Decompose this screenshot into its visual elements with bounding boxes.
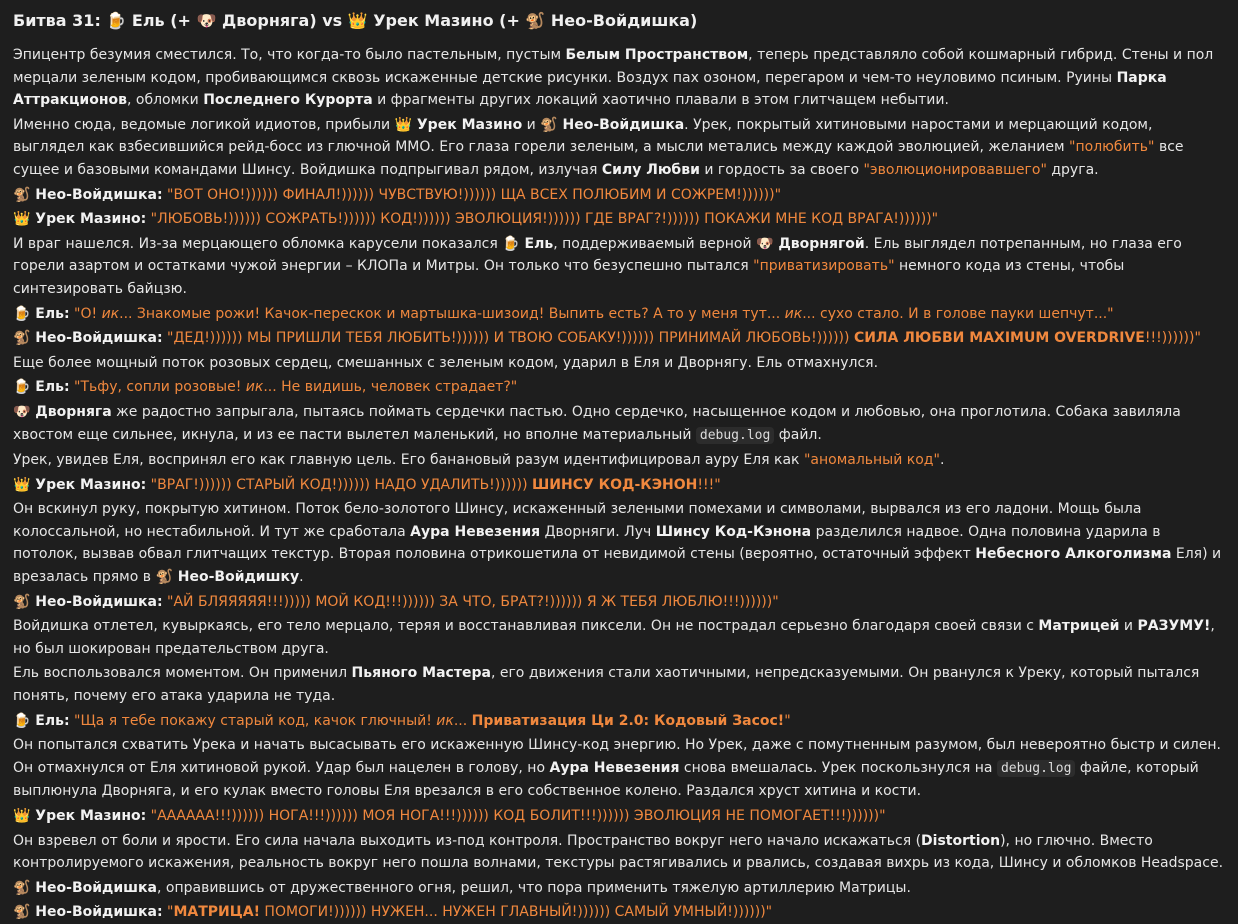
paragraph [13,233,1225,301]
text-run: , оправившись от дружественного огня, решил, что пора применить тяжелую артиллерию Матрицы. [156,879,911,896]
quote-text: ... Не видишь, человек страдает?" [263,379,518,396]
bold-text: 🍺 Ель: [13,712,70,729]
text-run: , но был шокирован предательством друга. [13,618,1215,657]
bold-text: Последнего Курорта [203,92,373,109]
bold-text: Пьяного Мастера [351,665,491,682]
text-run: Ель воспользовался моментом. Он применил [13,665,352,682]
quote-text: "приватизировать" [753,258,895,275]
quote-text: "ДЕД!)))))) МЫ ПРИШЛИ ТЕБЯ ЛЮБИТЬ!)))))) И ТВОЮ СОБАКУ!)))))) ПРИНИМАЙ ЛЮБОВЬ!)))))) [162,330,854,347]
bold-text: 🐶 Дворняга [13,403,112,420]
text-run: Дворняги. Луч [540,523,656,540]
story-body [13,44,1225,924]
bold-text: Силу Любви [601,161,700,178]
text-run: , поддерживаемый верной [553,235,757,252]
bold-text: Белым Пространством [565,47,749,63]
bold-text: Distortion [921,832,1001,849]
bold-text: 🐒 Нео-Войдишку [155,569,300,586]
paragraph [13,734,1225,803]
quote-text: "О! [69,305,102,322]
text-run: Эпицентр безумия сместился. То, что когда-то было пастельным, пустым [13,47,566,63]
text-run: Именно сюда, ведомые логикой идиотов, прибыли [13,116,395,133]
paragraph [13,352,1225,375]
paragraph [13,303,1225,326]
text-run: Еще более мощный поток розовых сердец, смешанных с зеленым кодом, ударил в Еля и Дворнягу. Ель отмахнулся. [13,354,879,371]
paragraph [13,662,1225,707]
bold-text: Парка Аттракционов [13,69,1167,109]
quote-text: !!!" [697,476,721,493]
inline-code: debug.log [997,760,1075,777]
text-run: же радостно запрыгала, пытаясь поймать сердечки пастью. Одно сердечко, насыщенное кодом и любовью, она проглотила. Собака завиляла хвостом еще сильнее, икнула, и из ее пасти вылетел маленький, но вполне материальный [13,403,1181,443]
quote-text: !!!))))))" [1144,330,1201,347]
bold-text: РАЗУМУ! [1137,618,1211,635]
bold-text: 🍺 Ель: [13,379,70,396]
text-run: Он взревел от боли и ярости. Его сила начала выходить из-под контроля. Пространство вокруг него начало искажаться ( [13,832,922,849]
text-run: немного кода из стены, чтобы синтезировать байцзю. [13,258,1125,297]
bold-text: 🍺 Ель: [13,305,70,322]
text-run: СИЛА ЛЮБВИ MAXIMUM OVERDRIVE [853,330,1145,347]
bold-text: 🐶 Дворнягой [756,235,865,252]
text-run: разделился надвое. Одна половина ударила в потолок, вызвав обвал глитчащих текстур. Вторая половина отрикошетила от невидимой стены (вероятно, остаточный эффект [13,523,1161,563]
text-run: , теперь представляло собой кошмарный гибрид. Стены и пол мерцали зеленым кодом, пробивающимся сквозь искаженные детские рисунки. Воздух пах озоном, перегаром и чем-то неуловимо псиным. Руины [13,47,1214,86]
text-run: все сущее и базовыми командами Шинсу. Войдишка подпрыгивал рядом, излучая [13,139,1184,178]
bold-text: 🐒 Нео-Войдишка: [13,593,163,610]
paragraph [13,901,1225,924]
bold-text: 🐒 Нео-Войдишка [540,116,685,133]
paragraph [13,401,1225,447]
paragraph [13,449,1225,472]
text-run: и фрагменты других локаций хаотично плавали в этом глитчащем небытии. [372,92,949,109]
bold-text: 🐒 Нео-Войдишка: [13,186,163,203]
bold-text: 👑 Урек Мазино [394,116,523,133]
text-run: Еля) и врезалась прямо в [13,546,1222,586]
quote-text: ик [436,712,454,729]
text-run: . [299,569,304,586]
paragraph [13,114,1225,182]
text-run: и гордость за своего [699,161,864,178]
paragraph [13,710,1225,733]
quote-text: "ВОТ ОНО!)))))) ФИНАЛ!)))))) ЧУВСТВУЮ!)))))) ЩА ВСЕХ ПОЛЮБИМ И СОЖРЕМ!))))))" [162,186,782,203]
text-run: ), но глючно. Вместо контролируемого искажения, реальность вокруг него пошла волнами, текстуры растягивались и рвались, создавая вихрь из кода, Шинсу и обломков Headspace. [13,832,1224,872]
paragraph [13,184,1225,207]
bold-text: 🍺 Ель [502,235,554,252]
quote-text: "АЙ БЛЯЯЯЯЯ!!!))))) МОЙ КОД!!!)))))) ЗА ЧТО, БРАТ?!)))))) Я Ж ТЕБЯ ЛЮБЛЮ!!!))))))" [162,593,779,610]
text-run: Приватизация Ци 2.0: Кодовый Засос! [471,712,785,729]
quote-text: "Ща я тебе покажу старый код, качок глючный! [69,712,437,729]
text-run: , обломки [127,92,204,109]
paragraph [13,615,1225,660]
paragraph [13,805,1225,828]
quote-text: "эволюционировавшего" [863,161,1047,178]
quote-text: ик [784,305,803,322]
paragraph [13,830,1225,875]
text-run: Он попытался схватить Урека и начать высасывать его искаженную Шинсу-код энергию. Но Урек, даже с помутненным разумом, был невероятно быстр и силен. Он отмахнулся от Еля хитиновой рукой. Удар был нацелен в голову, но [13,737,1221,776]
bold-text: 🐒 Нео-Войдишка: [13,330,163,347]
text-run: . Урек, покрытый хитиновыми наростами и мерцающий кодом, выглядел как взбесившийся рейд-босс из глючной ММО. Его глаза горели зеленым, а мысли метались между каждой эволюцией, желанием [13,116,1153,156]
bold-text: Аура Невезения [410,523,541,540]
text-run: И враг нашелся. Из-за мерцающего обломка карусели показался [13,235,503,252]
text-run: ШИНСУ КОД-КЭНОН [532,476,698,493]
text-run: . [939,452,945,469]
quote-text: ик [245,379,264,396]
bold-text: Небесного Алкоголизма [975,546,1172,563]
quote-text: "полюбить" [1069,139,1155,156]
bold-text: Матрицей [1038,618,1120,635]
quote-text: ... [453,712,472,729]
quote-text: ПОМОГИ!)))))) НУЖЕН... НУЖЕН ГЛАВНЫЙ!)))))) САМЫЙ УМНЫЙ!))))))" [259,904,773,921]
text-run: снова вмешалась. Урек поскользнулся на [679,759,997,776]
text-run: Урек, увидев Еля, воспринял его как главную цель. Его банановый разум идентифицировал ауру Еля как [13,452,804,469]
text-run: и [1119,618,1138,635]
bold-text: 👑 Урек Мазино: [13,808,147,824]
quote-text: " [784,712,791,729]
paragraph [13,327,1225,350]
text-run: , его движения стали хаотичными, непредсказуемыми. Он рванулся к Уреку, который пытался понять, почему его атака ударила не туда. [13,665,1200,705]
inline-code: debug.log [696,427,774,444]
bold-text: 🐒 Нео-Войдишка [13,879,157,896]
quote-text: ... сухо стало. И в голове пауки шепчут..." [802,305,1114,322]
paragraph [13,591,1225,614]
text-run: файле, который выплюнула Дворняга, и его кулак вместо головы Еля врезался в его собственное колено. Раздался хруст хитина и кости. [13,759,1199,800]
quote-text: "АААААА!!!)))))) НОГА!!!)))))) МОЯ НОГА!!!)))))) КОД БОЛИТ!!!)))))) ЭВОЛЮЦИЯ НЕ ПОМОГАЕТ!!!))))))" [146,808,886,824]
bold-text: 🐒 Нео-Войдишка: [13,904,163,921]
text-run: МАТРИЦА! [173,904,260,921]
text-run: . Ель выглядел потрепанным, но глаза его горели азартом и остатками чужой энергии – КЛОПа и Митры. Он только что безуспешно пытался [13,235,1182,275]
page-title: Битва 31: 🍺 Ель (+ 🐶 Дворняга) vs 👑 Урек Мазино (+ 🐒 Нео-Войдишка) [13,11,698,30]
paragraph [13,208,1225,231]
text-run: друга. [1046,161,1099,178]
quote-text: " [162,904,174,921]
paragraph [13,376,1225,399]
quote-text: "Тьфу, сопли розовые! [69,379,246,396]
text-run: файл. [774,426,822,443]
bold-text: Шинсу Код-Кэнона [655,523,812,540]
paragraph [13,498,1225,588]
quote-text: "ВРАГ!)))))) СТАРЫЙ КОД!)))))) НАДО УДАЛИТЬ!)))))) [146,476,533,493]
bold-text: Аура Невезения [549,759,680,776]
quote-text: ... Знакомые рожи! Качок-перескок и мартышка-шизоид! Выпить есть? А то у меня тут... [119,305,785,322]
paragraph [13,474,1225,497]
quote-text: ик [101,305,120,322]
text-run: Войдишка отлетел, кувыркаясь, его тело мерцало, теряя и восстанавливая пиксели. Он не пострадал серьезно благодаря своей связи с [13,618,1039,635]
bold-text: 👑 Урек Мазино: [13,211,147,228]
text-run: и [522,116,541,133]
quote-text: "ЛЮБОВЬ!)))))) СОЖРАТЬ!)))))) КОД!)))))) ЭВОЛЮЦИЯ!)))))) ГДЕ ВРАГ?!)))))) ПОКАЖИ МНЕ КОД ВРАГА!))))))" [146,211,939,228]
quote-text: "аномальный код" [803,452,940,469]
bold-text: 👑 Урек Мазино: [13,476,147,493]
paragraph [13,877,1225,900]
text-run: Он вскинул руку, покрытую хитином. Поток бело-золотого Шинсу, искаженный зелеными помехами и символами, вырвался из его ладони. Мощь была колоссальной, но нестабильной. И тут же сработала [13,501,1142,540]
paragraph [13,44,1225,112]
